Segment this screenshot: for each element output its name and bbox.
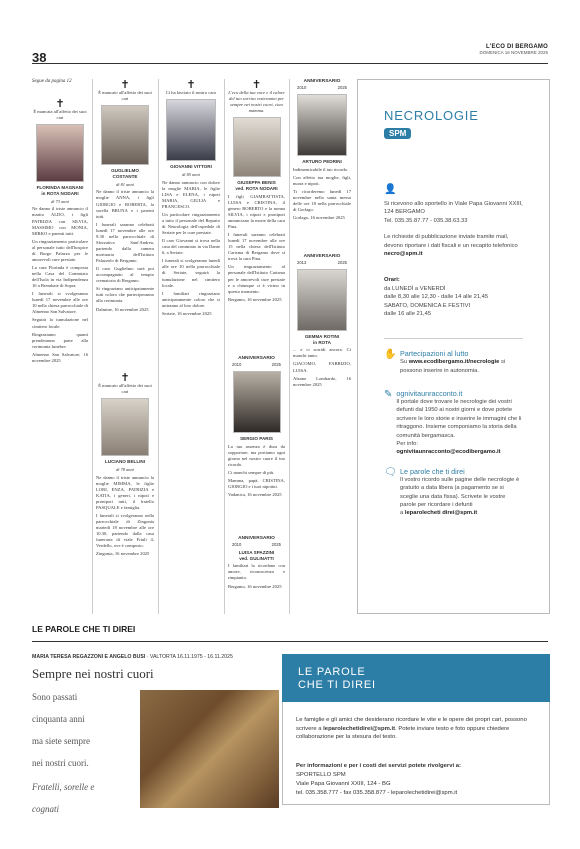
- portrait-photo: [36, 124, 84, 182]
- column-divider: [158, 79, 159, 614]
- necrologie-info-box: [357, 79, 550, 614]
- obituary-text: Un ringraziamento particolare al personale tutto dell'hospice di Borgo Palazzo per le amorevoli cure prestate.: [32, 238, 88, 262]
- promo-email-link[interactable]: leparolechetidirei@spm.it: [323, 725, 396, 732]
- deceased-name: LUISA SPAZZINI ved. GULINATTI: [238, 549, 275, 561]
- mail-instructions: Le richieste di pubblicazione inviate tramite mail, devono riportare i dati fiscali e un recapito telefonico: [384, 234, 518, 249]
- promo-contact-phone: tel. 035.358.777 - fax 035.358.877 - leparolechetidirei@spm.it: [296, 789, 458, 796]
- cross-icon: ✝: [186, 78, 196, 91]
- spm-logo: SPM: [384, 128, 411, 139]
- hours-weekdays-times: dalle 8,30 alle 12,30 - dalle 14 alle 21,45: [384, 294, 489, 301]
- masthead-date: DOMENICA 16 NOVEMBRE 2025: [479, 50, 548, 55]
- obituary-text: Mamma, papà, CRISTINA, GIORGIO e i tuoi nipotini.: [228, 477, 285, 489]
- anniversary-paris: [228, 356, 285, 500]
- info-divider: [384, 338, 523, 339]
- hours-weekend: SABATO, DOMENICA E FESTIVI: [384, 302, 471, 309]
- promo-title-line2: CHE TI DIREI: [298, 679, 376, 692]
- deceased-name: SERGIO PARIS: [240, 435, 273, 441]
- obituary-text: Ci manchi sempre di più.: [228, 469, 275, 475]
- obituary-text: Ne danno il triste annuncio la moglie MIMMA, le figlie LORI, ENZA, PATRIZIA e KATIA, i generi, i nipoti e pronipoti tutti, il fratello PASQUALE e famiglia.: [96, 474, 154, 510]
- obituary-text: I funerali si svolgeranno lunedì alle ore 10 nella parrocchiale di Seriate, seguirà la tumulazione nel cimitero locale.: [162, 258, 220, 288]
- column-divider: [92, 79, 93, 614]
- anniversary-years: 2013 2025: [297, 260, 347, 266]
- obituary-text: Il caro Giovanni si trova nella casa del commiato in via Dante 6, a Seriate.: [162, 238, 220, 256]
- portrait-photo: [101, 398, 149, 456]
- parole-text: Il vostro ricordo sulle pagine delle necrologie è gratuito a data libera (a pagamento se si sceglie una data fissa). Scrivete le vostre parole per ricordare i defunti: [400, 476, 520, 508]
- obituary-place-date: Gorlago, 16 novembre 2025: [293, 215, 345, 221]
- portrait-photo: [233, 371, 281, 433]
- promo-contact-title: Per informazioni e per i costi dei servizi potete rivolgervi a:: [296, 763, 461, 769]
- masthead: [479, 44, 548, 55]
- obituary-place-date: Bergamo, 16 novembre 2025: [228, 296, 282, 302]
- obituary-text: I familiari la ricordano con amore, riconoscenza e rimpianto.: [228, 563, 285, 581]
- cross-icon: ✝: [120, 371, 130, 384]
- portrait-photo: [297, 269, 347, 331]
- parole-email-link[interactable]: leparolecheti direi@spm.it: [404, 510, 478, 517]
- anniversary-years: 2010 2025: [232, 542, 281, 548]
- promo-contact-address: Viale Papa Giovanni XXIII, 124 - BG: [296, 780, 391, 787]
- cross-icon: ✝: [251, 78, 262, 91]
- portrait-photo: [233, 117, 281, 177]
- masthead-title: L'ECO DI BERGAMO: [486, 44, 548, 50]
- obituary-text: Ringraziamo quanti prenderanno parte alla cerimonia funebre.: [32, 331, 88, 349]
- obituary-magnani: [32, 98, 88, 366]
- ognivita-email-link[interactable]: ognivitaunracconto@ecodibergamo.it: [396, 449, 501, 456]
- obituary-place-date: Seriate, 16 novembre 2025: [162, 310, 212, 316]
- deceased-name: GIUSEPPA BENIS ved. ROTA NODARI: [235, 180, 278, 191]
- hours-weekdays: da LUNEDÌ a VENERDÌ: [384, 285, 446, 292]
- obituary-text: I familiari ringraziano anticipatamente coloro che si uniranno al loro dolore.: [162, 290, 220, 308]
- obituary-text: I funerali saranno celebrati lunedì 17 novembre alle ore 15 nella chiesa dell'Istituto Carisma di Bergamo dove si trova la cara Pina.: [228, 232, 285, 262]
- hours-weekend-times: dalle 16 alle 21,45: [384, 310, 432, 317]
- obituary-place-date: Almenno San Salvatore, 16 novembre 2025: [32, 351, 88, 363]
- deceased-age: di 81 anni: [116, 181, 134, 187]
- section-title: LE PAROLE CHE TI DIREI: [32, 624, 136, 634]
- promo-body: Le famiglie e gli amici che desiderano ricordare le vite e le opere dei propri cari, possono scrivere a leparolechetidirei@spm.it. Potete inviare testo e foto oppure chiedere collaborazione per la stesura del testo.: [296, 717, 527, 741]
- deceased-age: di 85 anni: [182, 171, 200, 177]
- signature-line: cognati: [32, 804, 59, 814]
- obituary-text: I funerali si svolgeranno lunedì 17 novembre alle ore 10 nella chiesa parrocchiale di Almenno San Salvatore.: [32, 291, 88, 315]
- obituary-text: Un ringraziamento al personale dell'Istituto Carisma per le amorevoli cure prestate e a chiunque ci è vicino in questo momento.: [228, 264, 285, 294]
- memorial-header: MARIA TERESA REGAZZONI E ANGELO BUSI · VALTORTA 16.11.1975 - 16.11.2025: [32, 654, 233, 660]
- pencil-icon: ✎: [384, 389, 393, 401]
- obituary-place-date: Zingonia, 16 novembre 2025: [96, 551, 150, 557]
- parole-title: Le parole che ti direi: [400, 466, 465, 476]
- necrologie-link[interactable]: www.ecodibergamo.it/necrologie: [408, 359, 500, 366]
- deceased-name: GUGLIELMO COSTANTE: [111, 168, 139, 179]
- obituary-text: I figli GIAMBATTISTA, LUISA e CRISTINA, il genero ROBERTO e la nonna SILVIA, i nipoti e pronipoti annunciano la morte della cara Pina.: [228, 193, 285, 230]
- portrait-photo: [101, 105, 149, 165]
- deceased-age: di 73 anni: [51, 198, 69, 204]
- section-ognivita: [384, 389, 523, 457]
- office-phone: Tel. 035.35.87.77 - 035.38.63.33: [384, 217, 468, 224]
- obituary-text: Ne danno il triste annuncio il marito ALDO, i figli PATRIZIA con SILVIA, MASSIMO con MONIA, MIRKO e parenti tutti.: [32, 206, 88, 236]
- obituary-text: Si ringraziano anticipatamente tutti coloro che parteciperanno alla cerimonia.: [96, 286, 154, 304]
- continued-from: Segue da pagina 12: [32, 79, 72, 84]
- anniversary-label: ANNIVERSARIO: [238, 536, 275, 541]
- anniversary-label: ANNIVERSARIO: [303, 79, 341, 84]
- promo-title-line1: LE PAROLE: [298, 666, 366, 678]
- obituary-text: Ne danno annuncio con dolore la moglie MARIA, le figlie LISA e ELENA, i nipoti MARIA, GIULIA e FRANCESCO.: [162, 179, 220, 209]
- obituary-place-date: Dalmine, 16 novembre 2025: [96, 306, 149, 312]
- necrologie-title: NECROLOGIE: [384, 108, 479, 123]
- portrait-photo: [166, 99, 216, 161]
- partecipazioni-title: Partecipazioni al lutto: [400, 349, 469, 359]
- partecipazioni-text: Su www.ecodibergamo.it/necrologie si possono inserire in autonomia.: [400, 359, 506, 374]
- anniversary-years: 2010 2025: [232, 362, 281, 368]
- deceased-name: GEMMA ROTINI in ROTA: [304, 333, 340, 345]
- cross-icon: ✝: [120, 78, 130, 91]
- obituary-intro: È mancato all'affetto dei suoi cari: [98, 383, 152, 395]
- header-rule: [32, 63, 548, 64]
- obituary-bellini: [96, 372, 154, 559]
- hand-icon: ✋: [384, 349, 397, 361]
- ognivita-text: Il portale dove trovare le necrologie dei vostri defunti dal 1950 ai nostri giorni e dove potete scrivere le loro storie e inserire le immagini che li ritraggono. Insieme componiamo la storia della comunità bergamasca.: [396, 399, 522, 439]
- cross-icon: ✝: [55, 97, 65, 110]
- anniversary-spazzini: [228, 536, 285, 592]
- section-rule: [32, 641, 548, 642]
- poem-line: ma siete sempre: [32, 736, 90, 746]
- portrait-photo: [297, 94, 347, 156]
- obituary-text: La cara Florinda è composta nella Casa del Commiato dell'Isola in via Indipendenza 16 a Brembate di Sopra.: [32, 264, 88, 289]
- obituary-text: Ne danno il triste annuncio la moglie ANNA, i figli GIORGIO e ROBERTA, la sorella BRUNA e i parenti tutti.: [96, 189, 154, 219]
- ognivita-info-label: Per info:: [396, 441, 418, 448]
- obituary-benis: [228, 79, 285, 305]
- memorial-title: Sempre nei nostri cuori: [32, 666, 154, 681]
- anniversary-rotini: [293, 254, 351, 390]
- deceased-name: FLORINDA MAGNANI in ROTA NODARI: [36, 185, 84, 196]
- obituary-text: I funerali saranno celebrati lunedì 17 novembre alle ore 9.30 nella parrocchiale di Sforzatica Sant'Andrea, partendo dalla camera mortuaria dell'Istituto Palazzolo di Bergamo.: [96, 221, 154, 264]
- necro-email-link[interactable]: necro@spm.it: [384, 250, 423, 257]
- obituary-quote: L'eco della tua voce e il calore del tuo sorriso resteranno per sempre nei nostri cuori, ciao mamma.: [228, 90, 285, 114]
- obituary-text: La tua assenza è dura da sopportare, ma portiamo ogni giorno nel nostro cuore il tuo ricordo.: [228, 443, 285, 467]
- person-icon: 👤: [384, 184, 397, 195]
- page-number: 38: [32, 50, 47, 65]
- poem-line: cinquanta anni: [32, 714, 85, 724]
- anniversary-label: ANNIVERSARIO: [238, 356, 275, 361]
- column-divider: [289, 79, 290, 614]
- signature-line: Fratelli, sorelle e: [32, 782, 95, 792]
- couple-photo: [140, 690, 279, 808]
- section-parole: [384, 467, 523, 518]
- hours-label: Orari:: [384, 277, 400, 284]
- obituary-text: Seguirà la tumulazione nel cimitero locale.: [32, 317, 88, 329]
- poem-line: Sono passati: [32, 692, 78, 702]
- deceased-name: GIOVANNI VITTORI: [170, 164, 212, 170]
- deceased-age: di 78 anni: [116, 466, 134, 472]
- ognivita-title[interactable]: ognivitaunracconto.it: [396, 389, 463, 399]
- obituary-text: GIACOMO, FABRIZIO, LUISA.: [293, 361, 351, 373]
- anniversary-label: ANNIVERSARIO: [303, 254, 341, 259]
- anniversary-years: 2010 2025: [297, 85, 347, 91]
- obituary-intro: Ci ha lasciato il nostro caro: [165, 90, 217, 95]
- obituary-place-date: Vadanica, 16 novembre 2025: [228, 492, 282, 498]
- obituary-text: Un particolare ringraziamento a tutto il personale del Reparto di Neurologia dell'ospedale di Seriate per le cure prestate.: [162, 211, 220, 236]
- obituary-text: Ti ricorderemo lunedì 17 novembre nella santa messa delle ore 18 nella parrocchiale di Gorlago.: [293, 188, 351, 212]
- deceased-name: ARTURO PEDRINI: [302, 158, 342, 164]
- obituary-intro: È mancata all'affetto dei suoi cari: [33, 109, 87, 121]
- parole-email-line: a leparolecheti direi@spm.it: [400, 510, 478, 517]
- obituary-intro: È mancato all'affetto dei suoi cari: [98, 90, 152, 102]
- obituary-text: I funerali si svolgeranno nella parrocchiale di Zingonia martedì 18 novembre alle ore 10.30, partendo dalla casa funeraria di viale Friuli 4, Verdello, ove è composto.: [96, 513, 154, 549]
- office-address: Si ricevono allo sportello in Viale Papa Giovanni XXIII, 124 BERGAMO: [384, 201, 523, 216]
- obituary-text: Indimenticabile il tuo ricordo.: [293, 166, 349, 172]
- obituary-text: Il caro Guglielmo sarà poi accompagnato al tempio crematorio di Bergamo.: [96, 266, 154, 284]
- obituary-place-date: Bergamo, 16 novembre 2025: [228, 583, 282, 589]
- section-partecipazioni: [384, 349, 523, 375]
- obituary-guglielmo: [96, 79, 154, 315]
- parole-promo-header: [282, 654, 550, 702]
- poem-line: nei nostri cuori.: [32, 758, 89, 768]
- obituary-place-date: Alzano Lombardo, 16 novembre 2025: [293, 375, 351, 387]
- anniversary-pedrini: [293, 79, 351, 223]
- obituary-text: ... e ci sorridi ancora. Ci manchi tanto.: [293, 347, 351, 359]
- deceased-name: LUCIANO BELLINI: [104, 459, 146, 465]
- obituary-vittori: [162, 79, 220, 319]
- promo-contact-office: SPORTELLO SPM: [296, 771, 346, 778]
- speech-bubble-icon: 🗨: [384, 466, 397, 478]
- promo-contact: [296, 762, 546, 797]
- column-divider: [224, 79, 225, 614]
- obituary-text: Con affetto tua moglie, figli, nuora e nipoti.: [293, 174, 351, 186]
